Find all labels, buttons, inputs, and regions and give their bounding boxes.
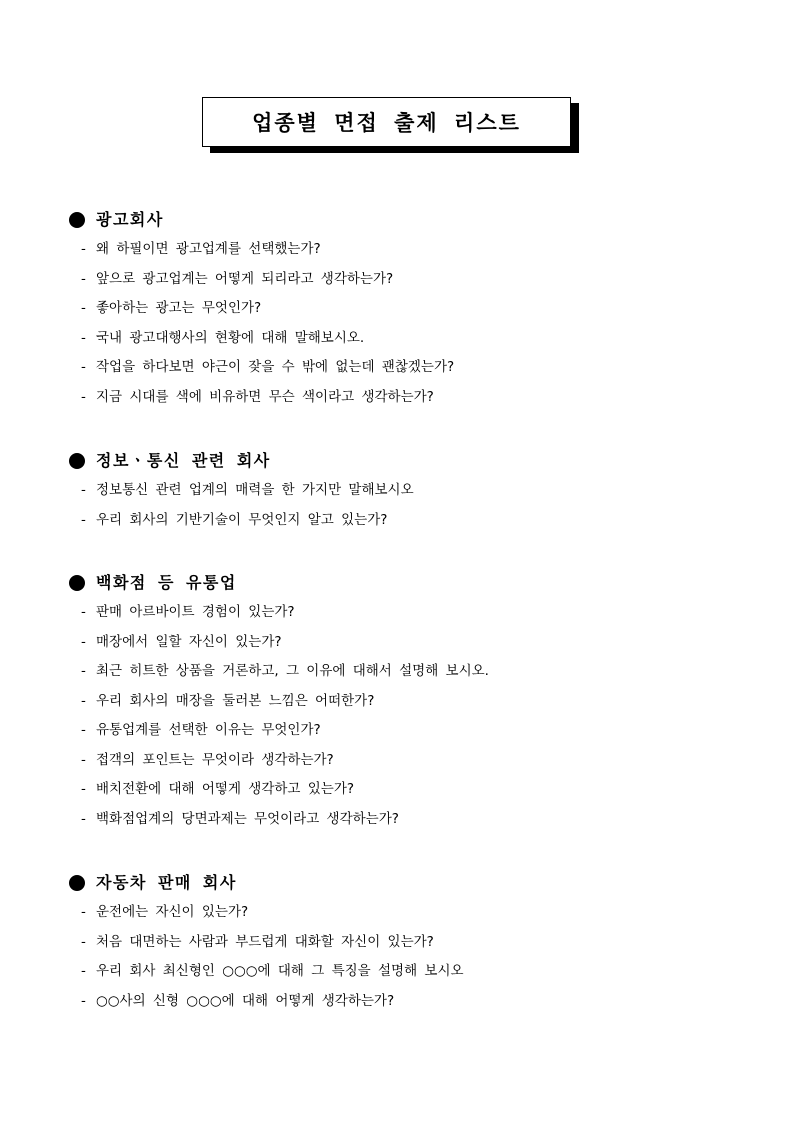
dash-marker: - bbox=[81, 722, 86, 738]
dash-marker: - bbox=[81, 963, 86, 979]
dash-marker: - bbox=[81, 270, 86, 287]
question-item bbox=[0, 660, 794, 690]
dash-marker: - bbox=[81, 992, 86, 1009]
dash-marker: - bbox=[81, 300, 86, 316]
question-text: 최근 히트한 상품을 거론하고, 그 이유에 대해서 설명해 보시오. bbox=[96, 663, 489, 679]
question-text: 유통업계를 선택한 이유는 무엇인가? bbox=[96, 722, 321, 738]
section-header bbox=[0, 571, 794, 601]
dash-marker: - bbox=[81, 388, 86, 405]
question-text: 처음 대면하는 사람과 부드럽게 대화할 자신이 있는가? bbox=[96, 933, 434, 950]
question-text: 우리 회사의 기반기술이 무엇인지 알고 있는가? bbox=[96, 511, 388, 528]
question-item bbox=[0, 990, 794, 1020]
question-text: ○○사의 신형 ○○○에 대해 어떻게 생각하는가? bbox=[96, 992, 395, 1009]
question-item bbox=[0, 808, 794, 838]
question-item bbox=[0, 690, 794, 720]
question-item bbox=[0, 631, 794, 661]
question-text: 왜 하필이면 광고업계를 선택했는가? bbox=[96, 241, 321, 257]
dash-marker: - bbox=[81, 663, 86, 679]
question-text: 접객의 포인트는 무엇이라 생각하는가? bbox=[96, 751, 334, 768]
question-text: 국내 광고대행사의 현황에 대해 말해보시오. bbox=[96, 329, 365, 346]
question-text: 작업을 하다보면 야근이 잦을 수 밖에 없는데 괜찮겠는가? bbox=[96, 359, 455, 375]
question-item bbox=[0, 509, 794, 539]
section-header bbox=[0, 449, 794, 479]
question-text: 운전에는 자신이 있는가? bbox=[96, 904, 249, 920]
section-advertising bbox=[0, 208, 794, 415]
dash-marker: - bbox=[81, 751, 86, 768]
filled-circle-bullet-icon bbox=[69, 575, 85, 591]
section-title: 자동차 판매 회사 bbox=[96, 873, 237, 892]
question-list bbox=[0, 601, 794, 837]
dash-marker: - bbox=[81, 511, 86, 528]
section-info-telecom bbox=[0, 449, 794, 538]
question-text: 정보통신 관련 업계의 매력을 한 가지만 말해보시오 bbox=[96, 482, 414, 498]
question-item bbox=[0, 778, 794, 808]
page-title: 업종별 면접 출제 리스트 bbox=[252, 110, 521, 135]
question-item bbox=[0, 601, 794, 631]
dash-marker: - bbox=[81, 359, 86, 375]
question-list bbox=[0, 238, 794, 415]
question-text: 앞으로 광고업계는 어떻게 되리라고 생각하는가? bbox=[96, 270, 394, 287]
filled-circle-bullet-icon bbox=[69, 212, 85, 228]
dash-marker: - bbox=[81, 604, 86, 620]
dash-marker: - bbox=[81, 633, 86, 650]
dash-marker: - bbox=[81, 241, 86, 257]
question-item bbox=[0, 901, 794, 931]
question-list bbox=[0, 901, 794, 1019]
question-item bbox=[0, 356, 794, 386]
dash-marker: - bbox=[81, 810, 86, 827]
question-text: 매장에서 일할 자신이 있는가? bbox=[96, 633, 282, 650]
question-item bbox=[0, 238, 794, 268]
dash-marker: - bbox=[81, 933, 86, 950]
section-header bbox=[0, 871, 794, 901]
dash-marker: - bbox=[81, 904, 86, 920]
section-title: 정보ㆍ통신 관련 회사 bbox=[96, 451, 271, 470]
section-title: 백화점 등 유통업 bbox=[96, 573, 237, 592]
question-item bbox=[0, 479, 794, 509]
question-text: 우리 회사의 매장을 둘러본 느낌은 어떠한가? bbox=[96, 692, 375, 709]
section-retail bbox=[0, 571, 794, 837]
filled-circle-bullet-icon bbox=[69, 875, 85, 891]
question-item bbox=[0, 297, 794, 327]
question-text: 지금 시대를 색에 비유하면 무슨 색이라고 생각하는가? bbox=[96, 388, 434, 405]
dash-marker: - bbox=[81, 692, 86, 709]
question-text: 우리 회사 최신형인 ○○○에 대해 그 특징을 설명해 보시오 bbox=[96, 963, 464, 979]
question-item bbox=[0, 719, 794, 749]
title-box bbox=[202, 97, 571, 147]
section-auto-sales bbox=[0, 871, 794, 1019]
question-text: 배치전환에 대해 어떻게 생각하고 있는가? bbox=[96, 781, 355, 797]
question-text: 백화점업계의 당면과제는 무엇이라고 생각하는가? bbox=[96, 810, 399, 827]
question-list bbox=[0, 479, 794, 538]
question-text: 좋아하는 광고는 무엇인가? bbox=[96, 300, 262, 316]
dash-marker: - bbox=[81, 482, 86, 498]
question-item bbox=[0, 327, 794, 357]
dash-marker: - bbox=[81, 329, 86, 346]
question-text: 판매 아르바이트 경험이 있는가? bbox=[96, 604, 295, 620]
section-header bbox=[0, 208, 794, 238]
filled-circle-bullet-icon bbox=[69, 453, 85, 469]
question-item bbox=[0, 386, 794, 416]
question-item bbox=[0, 931, 794, 961]
dash-marker: - bbox=[81, 781, 86, 797]
section-title: 광고회사 bbox=[96, 210, 164, 229]
question-item bbox=[0, 268, 794, 298]
question-item bbox=[0, 749, 794, 779]
question-item bbox=[0, 960, 794, 990]
